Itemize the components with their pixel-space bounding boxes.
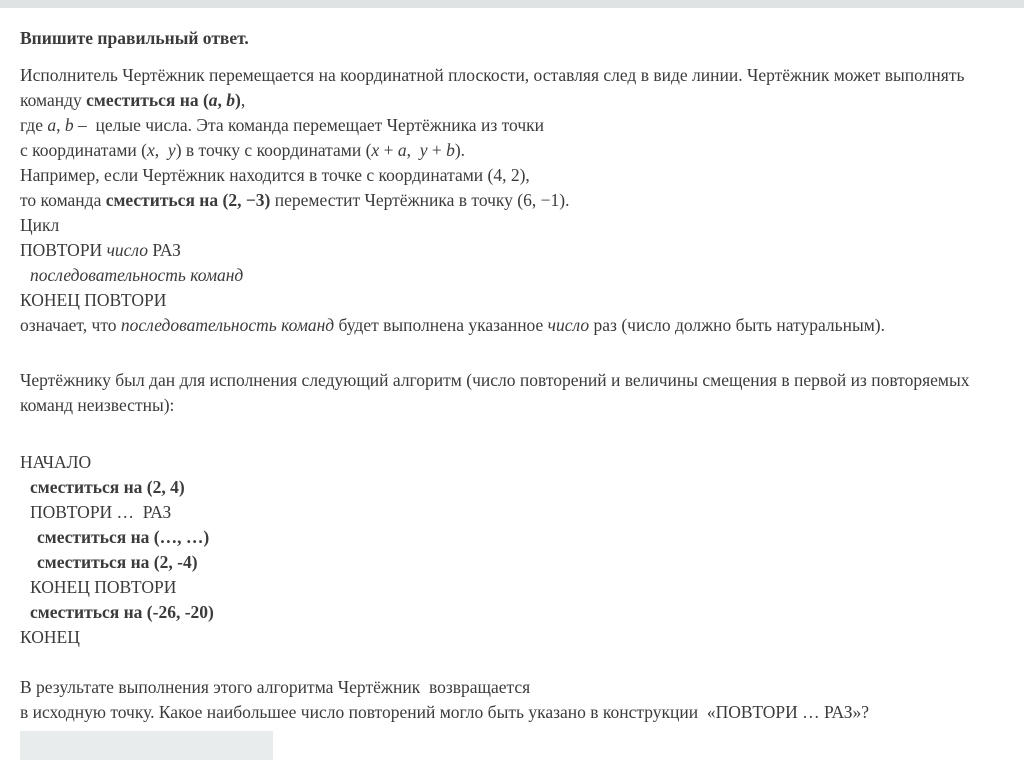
text-line (20, 625, 1008, 650)
text-line (20, 450, 1008, 475)
text-segment: где (20, 115, 48, 135)
algorithm-block (20, 450, 1008, 650)
top-bar (0, 0, 1024, 8)
text-segment: в исходную точку. Какое наибольшее число повторений могло быть указано в конструкции «ПОВТОРИ … РАЗ»? (20, 702, 870, 722)
text-segment: , (217, 90, 227, 110)
text-segment: b (446, 140, 455, 160)
text-segment: раз (число должно быть натуральным). (589, 315, 885, 335)
text-segment: с координатами ( (20, 140, 147, 160)
text-line (20, 188, 1008, 213)
text-segment: РАЗ (148, 240, 181, 260)
answer-input[interactable] (20, 731, 273, 760)
text-line (20, 475, 1008, 500)
text-segment: , (240, 90, 246, 110)
text-segment: число (106, 240, 149, 260)
text-segment: число (547, 315, 590, 335)
text-segment: + (379, 140, 398, 160)
text-line (20, 368, 1008, 393)
text-segment: сместиться на (…, …) (37, 527, 210, 547)
text-segment: сместиться на (2, -4) (37, 552, 198, 572)
text-segment: , (56, 115, 65, 135)
text-line (20, 163, 1008, 188)
text-line (20, 675, 1008, 700)
text-segment: y (419, 140, 428, 160)
text-line (20, 213, 1008, 238)
text-line (20, 600, 1008, 625)
text-segment: ). (454, 140, 466, 160)
text-line (20, 575, 1008, 600)
text-segment: КОНЕЦ (20, 627, 80, 647)
text-segment: y (167, 140, 176, 160)
text-segment: ПОВТОРИ … РАЗ (30, 502, 172, 522)
text-segment: Чертёжнику был дан для исполнения следующий алгоритм (число повторений и величины смещения в первой из повторяемых (20, 370, 970, 390)
text-segment: + (427, 140, 447, 160)
question-content (0, 8, 1024, 760)
text-segment: переместит Чертёжника в точку (6, −1). (270, 190, 570, 210)
text-segment: команду (20, 90, 87, 110)
text-segment: то команда (20, 190, 106, 210)
text-segment: Исполнитель Чертёжник перемещается на координатной плоскости, оставляя след в виде линии. Чертёжник может выполнять (20, 65, 965, 85)
text-line (20, 138, 1008, 163)
text-line (20, 525, 1008, 550)
text-line (20, 550, 1008, 575)
text-segment: a (47, 115, 57, 135)
text-segment: означает, что (20, 315, 121, 335)
text-segment: a (397, 140, 407, 160)
text-line (20, 113, 1008, 138)
text-segment: b (64, 115, 74, 135)
text-segment: ПОВТОРИ (20, 240, 107, 260)
text-segment: НАЧАЛО (20, 452, 92, 472)
text-line (20, 63, 1008, 88)
text-segment: команд неизвестны): (20, 395, 175, 415)
text-segment: КОНЕЦ ПОВТОРИ (20, 290, 167, 310)
text-line (20, 393, 1008, 418)
text-segment: сместиться на (2, −3) (105, 190, 271, 210)
text-line (20, 88, 1008, 113)
text-line (20, 238, 1008, 263)
text-segment: КОНЕЦ ПОВТОРИ (30, 577, 177, 597)
text-segment: x (371, 140, 380, 160)
text-line (20, 500, 1008, 525)
text-segment: последовательность команд (120, 315, 335, 335)
text-segment: сместиться на ( (86, 90, 209, 110)
text-segment: Например, если Чертёжник находится в точке с координатами (4, 2), (20, 165, 530, 185)
text-segment: последовательность команд (30, 265, 244, 285)
result-paragraph (20, 675, 1008, 725)
text-segment: , (406, 140, 420, 160)
text-segment: b (226, 90, 236, 110)
text-segment: ) в точку с координатами ( (175, 140, 372, 160)
text-segment: Цикл (20, 215, 60, 235)
text-segment: , (154, 140, 168, 160)
intro-paragraph (20, 63, 1008, 338)
text-line (20, 263, 1008, 288)
text-segment: сместиться на (2, 4) (30, 477, 185, 497)
text-segment: ) (235, 90, 241, 110)
text-segment: В результате выполнения этого алгоритма Чертёжник возвращается (20, 677, 531, 697)
text-segment: сместиться на (-26, -20) (30, 602, 214, 622)
task-paragraph (20, 368, 1008, 418)
text-segment: a (208, 90, 218, 110)
text-segment: x (147, 140, 155, 160)
text-segment: будет выполнена указанное (334, 315, 548, 335)
text-line (20, 288, 1008, 313)
text-line (20, 313, 1008, 338)
prompt-title: Впишите правильный ответ. (20, 28, 249, 48)
text-line (20, 700, 1008, 725)
text-segment: – целые числа. Эта команда перемещает Чертёжника из точки (73, 115, 544, 135)
